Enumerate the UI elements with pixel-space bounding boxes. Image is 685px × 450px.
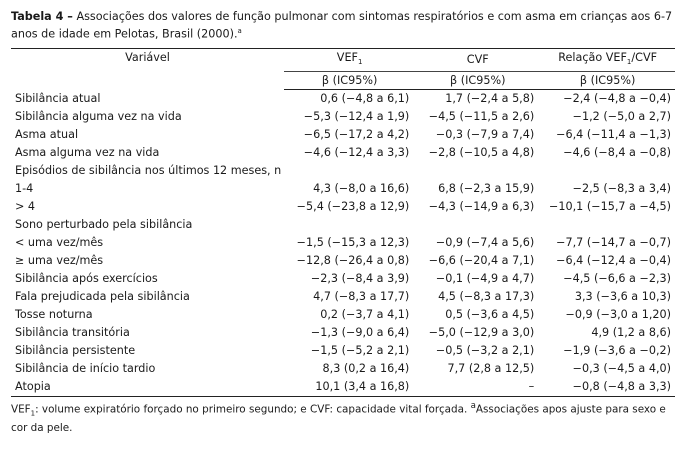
cell-vef: −1,3 (−9,0 a 6,4)	[310, 325, 410, 339]
row-label: Sibilância alguma vez na vida	[15, 109, 182, 123]
caption-label: Tabela 4 –	[11, 10, 73, 23]
cell-cvf: 1,7 (−2,4 a 5,8)	[445, 91, 535, 105]
cell-cvf: −6,6 (−20,4 a 7,1)	[428, 253, 535, 267]
row-label: Fala prejudicada pela sibilância	[15, 289, 190, 303]
row-label: Sibilância atual	[15, 91, 101, 105]
header-vef-text: VEF	[336, 50, 358, 64]
header-vef	[284, 48, 415, 71]
cell-ratio: −6,4 (−11,4 a −1,3)	[556, 127, 671, 141]
cell-vef: −1,5 (−15,3 a 12,3)	[296, 235, 410, 249]
row-label: Tosse noturna	[15, 307, 93, 321]
table-row	[11, 324, 675, 342]
cell-vef: 8,3 (0,2 a 16,4)	[322, 361, 410, 375]
cell-ratio: 4,9 (1,2 a 8,6)	[591, 325, 671, 339]
cell-vef: 4,3 (−8,0 a 16,6)	[313, 181, 410, 195]
header-ratio	[540, 48, 675, 71]
header-vef-sub: 1	[357, 57, 363, 66]
cell-vef: −6,5 (−17,2 a 4,2)	[303, 127, 410, 141]
cell-ratio: −7,7 (−14,7 a −0,7)	[556, 235, 671, 249]
results-table	[11, 48, 675, 397]
table-row	[11, 360, 675, 378]
row-label: Atopia	[11, 378, 284, 397]
cell-ratio: −2,5 (−8,3 a 3,4)	[572, 181, 671, 195]
cell-ratio: −0,3 (−4,5 a 4,0)	[572, 361, 671, 375]
table-row	[11, 108, 675, 126]
cell-ratio: −0,9 (−3,0 a 1,20)	[565, 307, 671, 321]
header-ratio-sub: 1	[626, 57, 632, 66]
table-row	[11, 216, 675, 234]
header-ratio-tail: /CVF	[631, 50, 658, 64]
table-footnote	[11, 399, 675, 435]
footnote-definitions: : volume expiratório forçado no primeiro segundo; e CVF: capacidade vital forçada.	[35, 403, 471, 416]
table-row	[11, 198, 675, 216]
table-row	[11, 378, 675, 397]
cell-cvf: −0,9 (−7,4 a 5,6)	[435, 235, 535, 249]
row-label: < uma vez/mês	[15, 235, 104, 249]
cell-cvf: −0,3 (−7,9 a 7,4)	[435, 127, 535, 141]
header-variable: Variável	[11, 48, 284, 89]
footnote-adjustment: Associações apos ajuste para sexo e cor da pele.	[11, 403, 666, 434]
cell-cvf	[415, 216, 540, 234]
row-label: Asma alguma vez na vida	[15, 145, 160, 159]
row-label: ≥ uma vez/mês	[15, 253, 104, 267]
table-row	[11, 270, 675, 288]
row-label: 1-4	[15, 181, 34, 195]
cell-ratio	[540, 162, 675, 180]
header-beta-ratio: β (IC95%)	[540, 71, 675, 89]
cell-cvf: 0,5 (−3,6 a 4,5)	[445, 307, 535, 321]
cell-ratio: −1,2 (−5,0 a 2,7)	[572, 109, 671, 123]
header-row	[11, 48, 675, 71]
cell-vef	[284, 216, 415, 234]
cell-ratio: −2,4 (−4,8 a −0,4)	[563, 91, 671, 105]
cell-cvf: −5,0 (−12,9 a 3,0)	[428, 325, 535, 339]
cell-vef: 0,6 (−4,8 a 6,1)	[320, 91, 410, 105]
row-label: Sono perturbado pela sibilância	[15, 217, 193, 231]
header-beta-cvf: β (IC95%)	[415, 71, 540, 89]
cell-cvf	[415, 162, 540, 180]
table-row	[11, 180, 675, 198]
row-label: Sibilância de início tardio	[15, 361, 156, 375]
cell-ratio: −1,9 (−3,6 a −0,2)	[563, 343, 671, 357]
cell-ratio: −4,5 (−6,6 a −2,3)	[563, 271, 671, 285]
cell-ratio: −4,6 (−8,4 a −0,8)	[563, 145, 671, 159]
table-row	[11, 342, 675, 360]
row-label: Sibilância após exercícios	[15, 271, 158, 285]
table-row	[11, 89, 675, 108]
table-row	[11, 288, 675, 306]
cell-vef: −2,3 (−8,4 a 3,9)	[310, 271, 410, 285]
document-page	[11, 10, 675, 435]
cell-vef: −5,3 (−12,4 a 1,9)	[303, 109, 410, 123]
table-row	[11, 144, 675, 162]
cell-cvf: 4,5 (−8,3 a 17,3)	[438, 289, 535, 303]
cell-cvf: −4,5 (−11,5 a 2,6)	[428, 109, 535, 123]
table-row	[11, 234, 675, 252]
cell-vef: 10,1 (3,4 a 16,8)	[284, 378, 415, 397]
header-cvf: CVF	[415, 48, 540, 71]
footnote-vef: VEF	[11, 403, 31, 416]
cell-vef: −12,8 (−26,4 a 0,8)	[296, 253, 410, 267]
cell-cvf: −4,3 (−14,9 a 6,3)	[428, 199, 535, 213]
table-caption	[11, 10, 675, 42]
caption-superscript: a	[237, 27, 242, 35]
cell-ratio: 3,3 (−3,6 a 10,3)	[574, 289, 671, 303]
header-ratio-text: Relação VEF	[558, 50, 627, 64]
table-row	[11, 162, 675, 180]
cell-vef: 0,2 (−3,7 a 4,1)	[320, 307, 410, 321]
row-label: Asma atual	[15, 127, 79, 141]
cell-cvf: 7,7 (2,8 a 12,5)	[447, 361, 535, 375]
row-label: Episódios de sibilância nos últimos 12 meses, n	[15, 163, 282, 177]
table-row	[11, 306, 675, 324]
caption-text: Associações dos valores de função pulmonar com sintomas respiratórios e com asma em crianças aos 6-7 anos de idade em Pelotas, Brasil (2000).	[11, 10, 673, 41]
cell-cvf: 6,8 (−2,3 a 15,9)	[438, 181, 535, 195]
table-row	[11, 252, 675, 270]
cell-vef	[284, 162, 415, 180]
cell-cvf: −2,8 (−10,5 a 4,8)	[428, 145, 535, 159]
row-label: Sibilância persistente	[15, 343, 136, 357]
row-label: Sibilância transitória	[15, 325, 130, 339]
cell-vef: −1,5 (−5,2 a 2,1)	[310, 343, 410, 357]
footnote-superscript: a	[470, 400, 476, 411]
cell-ratio: −10,1 (−15,7 a −4,5)	[549, 199, 671, 213]
cell-cvf: –	[415, 378, 540, 397]
cell-ratio	[540, 216, 675, 234]
cell-vef: −5,4 (−23,8 a 12,9)	[296, 199, 410, 213]
cell-ratio: −0,8 (−4,8 a 3,3)	[540, 378, 675, 397]
footnote-vef-sub: 1	[30, 409, 36, 418]
cell-cvf: −0,5 (−3,2 a 2,1)	[435, 343, 535, 357]
row-label: > 4	[15, 199, 36, 213]
cell-cvf: −0,1 (−4,9 a 4,7)	[435, 271, 535, 285]
cell-ratio: −6,4 (−12,4 a −0,4)	[556, 253, 671, 267]
header-beta-vef: β (IC95%)	[284, 71, 415, 89]
cell-vef: 4,7 (−8,3 a 17,7)	[313, 289, 410, 303]
table-row	[11, 126, 675, 144]
cell-vef: −4,6 (−12,4 a 3,3)	[303, 145, 410, 159]
